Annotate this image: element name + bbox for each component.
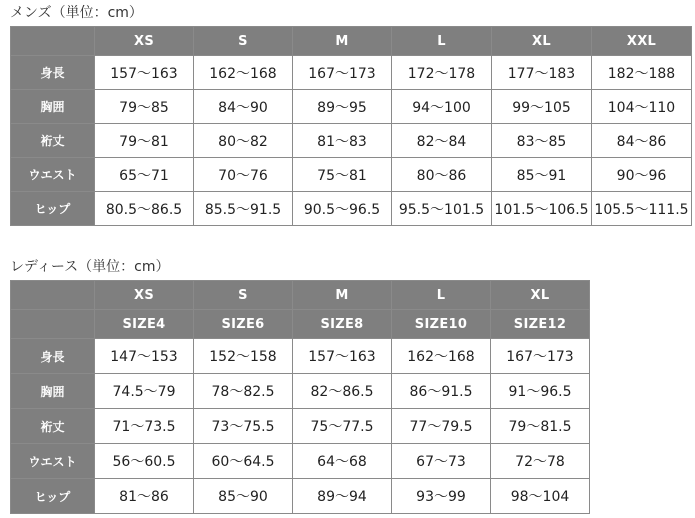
mens-col-xs: XS [95, 27, 194, 56]
mens-table-caption: メンズ（単位：cm） [10, 5, 143, 21]
ladies-cell: 60〜64.5 [194, 444, 293, 479]
mens-row-label: 裄丈 [11, 124, 95, 158]
mens-cell: 157〜163 [95, 56, 194, 90]
mens-row-label: 胸囲 [11, 90, 95, 124]
mens-cell: 80.5〜86.5 [95, 192, 194, 226]
mens-cell: 95.5〜101.5 [392, 192, 492, 226]
mens-row-label: ウエスト [11, 158, 95, 192]
mens-row-waist [11, 158, 692, 192]
mens-header-corner [11, 27, 95, 56]
ladies-col-xs: XS [95, 281, 194, 310]
mens-cell: 172〜178 [392, 56, 492, 90]
mens-cell: 85.5〜91.5 [194, 192, 293, 226]
ladies-row-label: 身長 [11, 339, 95, 374]
ladies-header-corner [11, 281, 95, 310]
mens-col-xxl: XXL [592, 27, 692, 56]
mens-cell: 167〜173 [293, 56, 392, 90]
ladies-subcol-size4: SIZE4 [95, 310, 194, 339]
ladies-cell: 98〜104 [491, 479, 590, 514]
mens-row-label: ヒップ [11, 192, 95, 226]
ladies-row-label: 裄丈 [11, 409, 95, 444]
ladies-col-xl: XL [491, 281, 590, 310]
ladies-cell: 89〜94 [293, 479, 392, 514]
ladies-cell: 162〜168 [392, 339, 491, 374]
mens-header-row [11, 27, 692, 56]
mens-cell: 79〜85 [95, 90, 194, 124]
mens-cell: 65〜71 [95, 158, 194, 192]
ladies-col-s: S [194, 281, 293, 310]
ladies-subcol-size10: SIZE10 [392, 310, 491, 339]
mens-cell: 101.5〜106.5 [492, 192, 592, 226]
ladies-cell: 72〜78 [491, 444, 590, 479]
ladies-row-sleeve [11, 409, 590, 444]
mens-col-xl: XL [492, 27, 592, 56]
ladies-subcol-size6: SIZE6 [194, 310, 293, 339]
ladies-row-label: ヒップ [11, 479, 95, 514]
ladies-col-m: M [293, 281, 392, 310]
ladies-size-table [10, 280, 590, 514]
ladies-cell: 91〜96.5 [491, 374, 590, 409]
ladies-row-chest [11, 374, 590, 409]
ladies-cell: 71〜73.5 [95, 409, 194, 444]
ladies-cell: 56〜60.5 [95, 444, 194, 479]
mens-cell: 84〜86 [592, 124, 692, 158]
mens-cell: 105.5〜111.5 [592, 192, 692, 226]
mens-cell: 104〜110 [592, 90, 692, 124]
ladies-cell: 75〜77.5 [293, 409, 392, 444]
mens-cell: 177〜183 [492, 56, 592, 90]
mens-cell: 82〜84 [392, 124, 492, 158]
ladies-subheader-corner [11, 310, 95, 339]
mens-row-sleeve [11, 124, 692, 158]
mens-row-label: 身長 [11, 56, 95, 90]
ladies-cell: 73〜75.5 [194, 409, 293, 444]
ladies-cell: 86〜91.5 [392, 374, 491, 409]
ladies-table-caption: レディース（単位：cm） [10, 259, 170, 275]
mens-cell: 182〜188 [592, 56, 692, 90]
mens-size-table [10, 26, 692, 226]
ladies-cell: 81〜86 [95, 479, 194, 514]
mens-cell: 90〜96 [592, 158, 692, 192]
mens-row-hip [11, 192, 692, 226]
mens-cell: 85〜91 [492, 158, 592, 192]
ladies-cell: 152〜158 [194, 339, 293, 374]
mens-col-s: S [194, 27, 293, 56]
ladies-cell: 82〜86.5 [293, 374, 392, 409]
mens-cell: 81〜83 [293, 124, 392, 158]
mens-cell: 80〜86 [392, 158, 492, 192]
ladies-col-l: L [392, 281, 491, 310]
mens-col-l: L [392, 27, 492, 56]
ladies-cell: 78〜82.5 [194, 374, 293, 409]
ladies-subcol-size12: SIZE12 [491, 310, 590, 339]
ladies-cell: 77〜79.5 [392, 409, 491, 444]
ladies-cell: 67〜73 [392, 444, 491, 479]
ladies-cell: 74.5〜79 [95, 374, 194, 409]
ladies-cell: 157〜163 [293, 339, 392, 374]
ladies-cell: 85〜90 [194, 479, 293, 514]
mens-cell: 94〜100 [392, 90, 492, 124]
mens-cell: 83〜85 [492, 124, 592, 158]
ladies-subcol-size8: SIZE8 [293, 310, 392, 339]
mens-cell: 89〜95 [293, 90, 392, 124]
ladies-row-label: 胸囲 [11, 374, 95, 409]
mens-cell: 90.5〜96.5 [293, 192, 392, 226]
mens-col-m: M [293, 27, 392, 56]
ladies-cell: 147〜153 [95, 339, 194, 374]
ladies-row-label: ウエスト [11, 444, 95, 479]
mens-cell: 79〜81 [95, 124, 194, 158]
ladies-row-hip [11, 479, 590, 514]
mens-cell: 162〜168 [194, 56, 293, 90]
mens-cell: 99〜105 [492, 90, 592, 124]
mens-cell: 84〜90 [194, 90, 293, 124]
ladies-cell: 79〜81.5 [491, 409, 590, 444]
ladies-header-row [11, 281, 590, 310]
ladies-cell: 93〜99 [392, 479, 491, 514]
ladies-cell: 64〜68 [293, 444, 392, 479]
mens-cell: 75〜81 [293, 158, 392, 192]
mens-cell: 70〜76 [194, 158, 293, 192]
ladies-row-height [11, 339, 590, 374]
mens-row-chest [11, 90, 692, 124]
mens-row-height [11, 56, 692, 90]
mens-cell: 80〜82 [194, 124, 293, 158]
ladies-row-waist [11, 444, 590, 479]
ladies-subheader-row [11, 310, 590, 339]
ladies-cell: 167〜173 [491, 339, 590, 374]
